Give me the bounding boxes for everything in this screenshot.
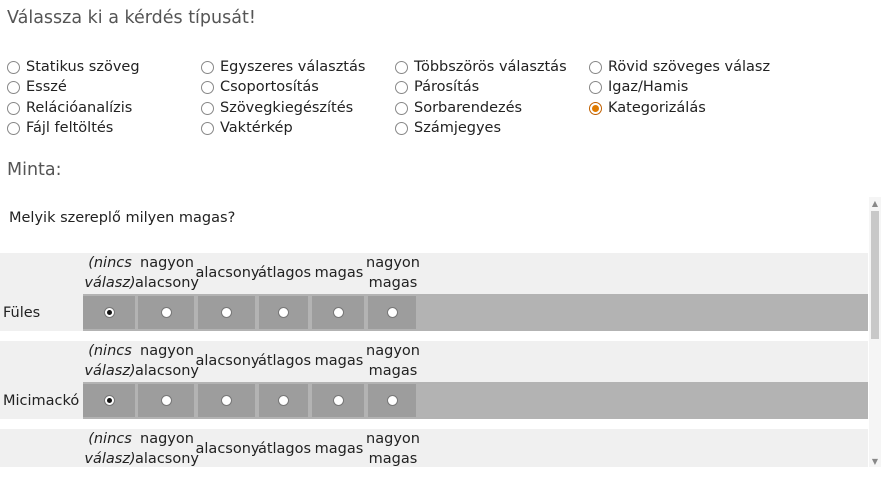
question-type-option[interactable] (395, 79, 479, 95)
category-radio[interactable] (221, 307, 232, 318)
question-type-label: Kategorizálás (608, 100, 706, 116)
question-type-label: Számjegyes (414, 120, 502, 136)
category-radio[interactable] (104, 395, 115, 406)
question-type-option[interactable] (7, 120, 113, 136)
question-type-label: Rövid szöveges válasz (608, 59, 771, 75)
radio-button[interactable] (7, 81, 20, 94)
category-cell[interactable] (83, 384, 135, 417)
category-cell[interactable] (368, 296, 416, 329)
category-header-text: átlagos (257, 353, 312, 369)
question-type-label: Fájl feltöltés (26, 120, 114, 136)
question-type-option[interactable] (395, 120, 501, 136)
question-type-label: Párosítás (414, 79, 480, 95)
category-radio[interactable] (387, 307, 398, 318)
question-type-label: Statikus szöveg (26, 59, 140, 75)
radio-button[interactable] (201, 122, 214, 135)
sample-label: Minta: (7, 160, 62, 180)
category-header (312, 429, 366, 467)
category-header-text: alacsony (135, 451, 199, 467)
category-header (312, 341, 366, 381)
question-type-option[interactable] (201, 79, 319, 95)
category-cell[interactable] (259, 296, 308, 329)
category-header-text: átlagos (257, 441, 312, 457)
category-header-text: (nincs (88, 431, 132, 447)
category-radio[interactable] (161, 307, 172, 318)
question-type-option[interactable] (201, 100, 353, 116)
category-radio[interactable] (161, 395, 172, 406)
category-header-text: nagyon (366, 343, 420, 359)
category-cell[interactable] (368, 384, 416, 417)
category-radio[interactable] (104, 307, 115, 318)
preview-scrollbar[interactable] (869, 197, 881, 467)
radio-button[interactable] (201, 61, 214, 74)
category-radio[interactable] (333, 395, 344, 406)
category-header-text: átlagos (257, 265, 312, 281)
category-cell[interactable] (83, 296, 135, 329)
question-type-label: Esszé (26, 79, 67, 95)
category-header (259, 341, 310, 381)
category-radio[interactable] (387, 395, 398, 406)
scroll-thumb[interactable] (871, 211, 879, 339)
scroll-up-icon[interactable]: ▲ (871, 198, 879, 208)
category-header-text: (nincs (88, 255, 132, 271)
category-header (259, 429, 310, 467)
category-header (259, 253, 310, 293)
item-label: Füles (3, 304, 41, 321)
category-header-text: válasz) (84, 363, 136, 379)
radio-button[interactable] (395, 102, 408, 115)
scroll-down-icon[interactable]: ▼ (871, 456, 879, 466)
category-header (83, 341, 137, 381)
category-cell[interactable] (198, 384, 255, 417)
category-radio[interactable] (221, 395, 232, 406)
category-header (135, 429, 199, 467)
category-header (83, 429, 137, 467)
category-row (0, 341, 868, 419)
category-header-text: alacsony (195, 265, 260, 281)
category-header-text: alacsony (135, 275, 199, 291)
question-type-option[interactable] (201, 59, 365, 75)
category-header-text: válasz) (84, 451, 136, 467)
category-header-text: válasz) (84, 275, 136, 291)
question-type-option[interactable] (7, 100, 132, 116)
question-type-option[interactable] (589, 59, 770, 75)
question-type-option[interactable] (7, 79, 67, 95)
item-label: Micimackó (3, 392, 80, 409)
category-radio[interactable] (278, 307, 289, 318)
category-header-text: nagyon (366, 255, 420, 271)
category-header (135, 341, 199, 381)
page-heading: Válassza ki a kérdés típusát! (7, 8, 256, 28)
category-header-text: magas (314, 265, 364, 281)
radio-button[interactable] (395, 81, 408, 94)
category-header-text: nagyon (140, 255, 194, 271)
question-type-label: Sorbarendezés (414, 100, 523, 116)
radio-button[interactable] (201, 81, 214, 94)
question-type-label: Relációanalízis (26, 100, 133, 116)
category-row (0, 253, 868, 331)
question-type-option[interactable] (395, 100, 522, 116)
category-header-text: magas (314, 441, 364, 457)
radio-button[interactable] (589, 102, 602, 115)
category-header (368, 253, 418, 293)
question-type-option[interactable] (589, 100, 706, 116)
category-cell[interactable] (259, 384, 308, 417)
sample-preview (0, 197, 868, 467)
category-cell[interactable] (138, 384, 194, 417)
category-header-text: alacsony (135, 363, 199, 379)
category-header (368, 429, 418, 467)
category-header-text: alacsony (195, 353, 260, 369)
question-type-option[interactable] (395, 59, 567, 75)
category-cell[interactable] (312, 384, 364, 417)
category-header-text: magas (368, 363, 418, 379)
category-header (195, 341, 260, 381)
question-type-label: Vaktérkép (220, 120, 293, 136)
category-header-text: alacsony (195, 441, 260, 457)
category-cell[interactable] (198, 296, 255, 329)
radio-button[interactable] (7, 122, 20, 135)
question-type-option[interactable] (7, 59, 140, 75)
category-header (195, 253, 260, 293)
category-header-text: nagyon (366, 431, 420, 447)
category-header-text: magas (368, 275, 418, 291)
category-header-text: (nincs (88, 343, 132, 359)
radio-button[interactable] (589, 81, 602, 94)
question-type-option[interactable] (589, 79, 688, 95)
radio-button[interactable] (7, 61, 20, 74)
category-header (195, 429, 260, 467)
radio-button[interactable] (395, 61, 408, 74)
radio-button[interactable] (7, 102, 20, 115)
category-cell[interactable] (312, 296, 364, 329)
radio-button[interactable] (201, 102, 214, 115)
radio-button[interactable] (589, 61, 602, 74)
category-header-text: magas (314, 353, 364, 369)
category-header-text: nagyon (140, 431, 194, 447)
question-type-option[interactable] (201, 120, 293, 136)
category-header-text: magas (368, 451, 418, 467)
category-header (368, 341, 418, 381)
category-radio[interactable] (278, 395, 289, 406)
category-header-text: nagyon (140, 343, 194, 359)
question-type-label: Többszörös választás (414, 59, 567, 75)
category-header (135, 253, 199, 293)
category-header (83, 253, 137, 293)
category-header (312, 253, 366, 293)
question-type-label: Szövegkiegészítés (220, 100, 354, 116)
category-cell[interactable] (138, 296, 194, 329)
question-type-label: Egyszeres választás (220, 59, 366, 75)
category-row (0, 429, 868, 467)
preview-question: Melyik szereplő milyen magas? (9, 210, 236, 226)
category-radio[interactable] (333, 307, 344, 318)
radio-button[interactable] (395, 122, 408, 135)
question-type-label: Csoportosítás (220, 79, 319, 95)
question-type-label: Igaz/Hamis (608, 79, 689, 95)
